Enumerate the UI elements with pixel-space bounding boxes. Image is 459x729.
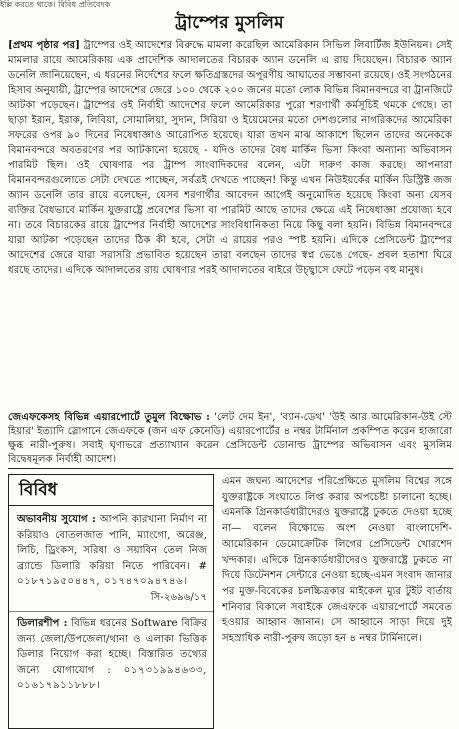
classified-ad-2-phone: ০১৭৩১৯৯৪৬৩৩, ০১৬১৭৯১১৮৮৮।: [17, 664, 207, 691]
headline: ট্রাম্পের মুসলিম: [175, 13, 284, 33]
classified-ad-1-body: আপনি কারখানা নির্মাণ না করিয়াও বোতলজাত পানি, ম্যাংগো, অরেঞ্জ, লিচি, ড্রিংকস, সরিষা ও সয়াবিন তেল নিজ ব্র্যান্ডে ডিলারি করিয়া নিতে পারিবেন। #: [17, 514, 207, 572]
main-article: [8, 38, 452, 410]
main-body: ট্রাম্পের ওই আদেশের বিরুদ্ধে মামলা করেছিল আমেরিকান সিভিল লিবার্টিজ ইউনিয়ন। সেই মামলার রায়ে আমেরিকায় এক প্রাদেশিক আদালতের বিচারক অ্যান ডনেলি এ রায় দিয়েছেন। বিচারক অ্যান ডনেলি জানিয়েছেন, এ ধরনের নির্দেশের ফলে ক্ষতিগ্রস্তদের অপূরণীয় আঘাতের সম্ভাবনা রয়েছে। ওই সংগঠনের হিসাব অনুযায়ী, ট্রাম্পের আদেশের জেরে ১০০ থেকে ২০০ জনের মতো লোক বিভিন্ন বিমানবন্দরে বা ট্রানজিটে আটকা পড়েছেন। ট্রাম্পের ওই নির্বাহী আদেশের ফলে আমেরিকার পুরো শরণার্থী কর্মসূচিই থমকে গেছে। তা ছাড়া ইরান, ইরাক, লিবিয়া, সোমালিয়া, সুদান, সিরিয়া ও ইয়েমেনের মতো দেশগুলোর নাগরিকদের আমেরিকা সফরের ওপর ৯০ দিনের নিষেধাজ্ঞাও আরোপিত হয়েছে। যারা তখন মাঝ আকাশে ছিলেন তাদের অনেককে বিমানবন্দরে অবতরণের পর আটকানো হয়েছে - যদিও তাদের বৈধ মার্কিন ভিসা কিংবা অন্যান্য অভিবাসন পারমিট ছিল। ওই ঘোষণার পর ট্রাম্প সাংবাদিকদের বলেন, এটা দারুণ কাজ করছে। আপনারা বিমানবন্দরগুলোতে সেটা দেখতে পাচ্ছেন, সর্বত্রই দেখতে পাচ্ছেন! কিন্তু এখন নিউইয়র্কের মার্কিন ডিস্ট্রিক্ট জজ অ্যান ডনেলি তার রায়ে বলেছেন, যেসব শরণার্থীর আবেদন আগেই অনুমোদিত হয়েছে কিংবা অন্য যেসব ব্যক্তির বৈধভাবে মার্কিন যুক্তরাষ্ট্রে প্রবেশের ভিসা বা পারমিট আছে তাদের ক্ষেত্রে এই নিষেধাজ্ঞা প্রযোজ্য হবে না। তবে বিচারকের রায়ে ট্রাম্পের নির্বাহী আদেশের সাংবিধানিকতা নিয়ে কিছু বলা হয়নি। বিভিন্ন বিমানবন্দরে যারা আটকা পড়েছেন তাদের ঠিক কী হবে, সেটা এ রায়ের পরও স্পষ্ট হয়নি। এদিকে প্রেসিডেন্ট ট্রাম্পের আদেশের জেরে যারা সরাসরি প্রভাবিত হয়েছেন তারা বলছেন তাদের স্বপ্ন ভেঙে গেছে- প্রবল হতাশা ঘিরে ধরছে তাদের। এদিকে আদালতের রায় ঘোষণার পরই আদালতের বাইরে উচ্ছ্বাসে ফেটে পড়েন বহু মানুষ।: [8, 40, 452, 276]
top-strip-text: ইল্লি করতে থাকে। বিবিধ প্রতিবেদক: [0, 0, 111, 9]
sub-body: 'লেট দেম ইন', 'ব্যান-ডেথ' 'উই আর আমেরিকান-উই স্টে হিয়ার' ইত্যাদি স্লোগানে জেএফকে (জন এফ কেনেডি) এয়ারপোর্টের ৪ নম্বর টার্মিনাল প্রকম্পিত করেন হাজারো ক্ষুব্ধ নারী-পুরুষ। সবাই ঘৃণাভরে প্রত্যাখ্যান করেন প্রেসিডেন্ট ডোনাল্ড ট্রাম্পের অভিবাসন এবং মুসলিম বিদ্বেষমূলক নির্বাহী আদেশ।: [8, 412, 452, 465]
classified-ad-1-code: সি-২৬৯৬/১৭: [150, 591, 207, 603]
classifieds-rule: [9, 505, 213, 506]
classified-ad-1-phone: ০১৮৭১৯৫০৪৪৭, ০১৭৪৭০৯৪৭৪৬।: [17, 576, 188, 587]
main-paragraph: [8, 38, 452, 278]
right-column-body: এমন জঘন্য আদেশের পরিপ্রেক্ষিতে মুসলিম বিশ্বের সঙ্গে যুক্তরাষ্ট্রকে সংঘাতে লিপ্ত করার অপচেষ্টা চালানো হচ্ছে। এমনকি গ্রিনকার্ডধারীদেরও যুক্তরাষ্ট্রে ঢুকতে দেওয়া হচ্ছে না— বলেন বিক্ষোভে অংশ নেওয়া বাংলাদেশি-আমেরিকান ডেমোক্রেটিক লিগের প্রেসিডেন্ট খোরশেদ খন্দকার। এদিকে গ্রিনকার্ডধারীদেরও যুক্তরাষ্ট্রে ঢুকতে না দিয়ে ডিটেনশন সেন্টারে নেওয়া হচ্ছে-এমন সংবাদ জানার পর মুক্ত-বিবেকের চলচ্চিত্রকার মাইকেল ম্যুর টুইট বার্তায় শনিবার বিকালে সবাইকে জেএফকে এয়ারপোর্টে সমবেত হওয়ার আহ্বান জানান। সে আহ্বানে সাড়া দিয়ে দুই সহস্রাধিক নারী-পুরুষ জড়ো হন ৪ নম্বর টার্মিনালে।: [222, 476, 452, 645]
classified-separator: [9, 611, 213, 612]
right-column: [222, 474, 452, 729]
lead-tag: [প্রথম পৃষ্ঠার পর]: [8, 39, 80, 51]
classified-ad-2-head: ডিলারশীপ :: [17, 617, 68, 629]
classified-ad-1-head: অভাবনীয় সুযোগ :: [17, 513, 96, 525]
classified-ad-1: [9, 510, 213, 609]
section-divider: [8, 468, 453, 469]
classifieds-box: [8, 474, 214, 729]
classifieds-title: বিবিধ: [19, 480, 58, 500]
classified-ad-2: [9, 614, 213, 698]
sub-article: [8, 410, 452, 466]
classified-ad-2-body: বিভিন্ন ধরনের Software বিক্রির জন্য জেলা/উপজেলা/থানা ও এলাকা ভিত্তিক ডিলার নিয়োগ করা হচ্ছে। বিস্তারিত তথ্যের জন্যে যোগাযোগ :: [17, 618, 207, 676]
sub-heading: জেএফকেসহ বিভিন্ন এয়ারপোর্টে তুমুল বিক্ষোভ :: [8, 411, 210, 423]
